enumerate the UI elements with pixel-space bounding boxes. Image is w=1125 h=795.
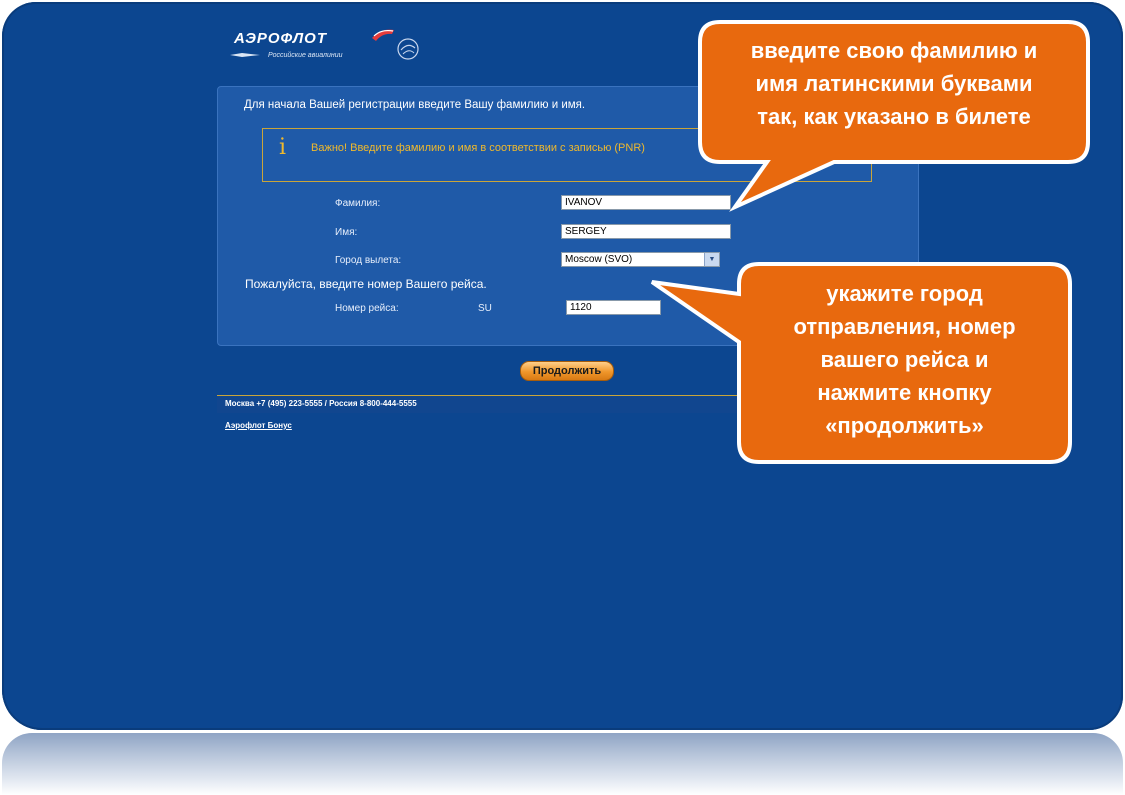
logo-wordmark: АЭРОФЛОТ: [234, 30, 328, 47]
aeroflot-bonus-link[interactable]: Аэрофлот Бонус: [225, 421, 292, 430]
callout-bottom-line: вашего рейса и: [820, 347, 989, 372]
flight-prompt: Пожалуйста, введите номер Вашего рейса.: [245, 277, 487, 291]
notice-text: Важно! Введите фамилию и имя в соответствии с записью (PNR): [311, 142, 645, 154]
surname-label: Фамилия:: [335, 198, 381, 209]
name-label: Имя:: [335, 227, 358, 238]
callout-bottom-line: нажмите кнопку: [817, 380, 992, 405]
slide-reflection: [2, 733, 1123, 795]
callout-bottom-text: [746, 277, 1063, 442]
surname-input[interactable]: IVANOV: [561, 195, 731, 210]
info-icon: i: [279, 135, 287, 160]
slide-background: [2, 2, 1123, 730]
callout-bottom-line: «продолжить»: [825, 413, 984, 438]
callout-bottom-line: укажите город: [826, 281, 983, 306]
continue-button[interactable]: Продолжить: [520, 361, 614, 381]
flight-prefix: SU: [478, 303, 492, 314]
intro-text: Для начала Вашей регистрации введите Вашу фамилию и имя.: [244, 99, 586, 111]
callout-top-line: так, как указано в билете: [757, 104, 1031, 129]
callout-bottom-line: отправления, номер: [793, 314, 1016, 339]
logo-tagline: Российские авиалинии: [268, 52, 343, 59]
departure-city-label: Город вылета:: [335, 255, 402, 266]
flight-number-label: Номер рейса:: [335, 303, 399, 314]
dropdown-arrow-icon[interactable]: ▼: [704, 253, 719, 266]
callout-top-line: введите свою фамилию и: [750, 38, 1038, 63]
footer-phones: Москва +7 (495) 223-5555 / Россия 8-800-444-5555: [225, 399, 417, 408]
callout-top-text: [707, 34, 1081, 133]
name-input[interactable]: SERGEY: [561, 224, 731, 239]
flight-number-input[interactable]: 1120: [566, 300, 661, 315]
callout-top-line: имя латинскими буквами: [755, 71, 1033, 96]
departure-city-value: Moscow (SVO): [565, 254, 633, 265]
